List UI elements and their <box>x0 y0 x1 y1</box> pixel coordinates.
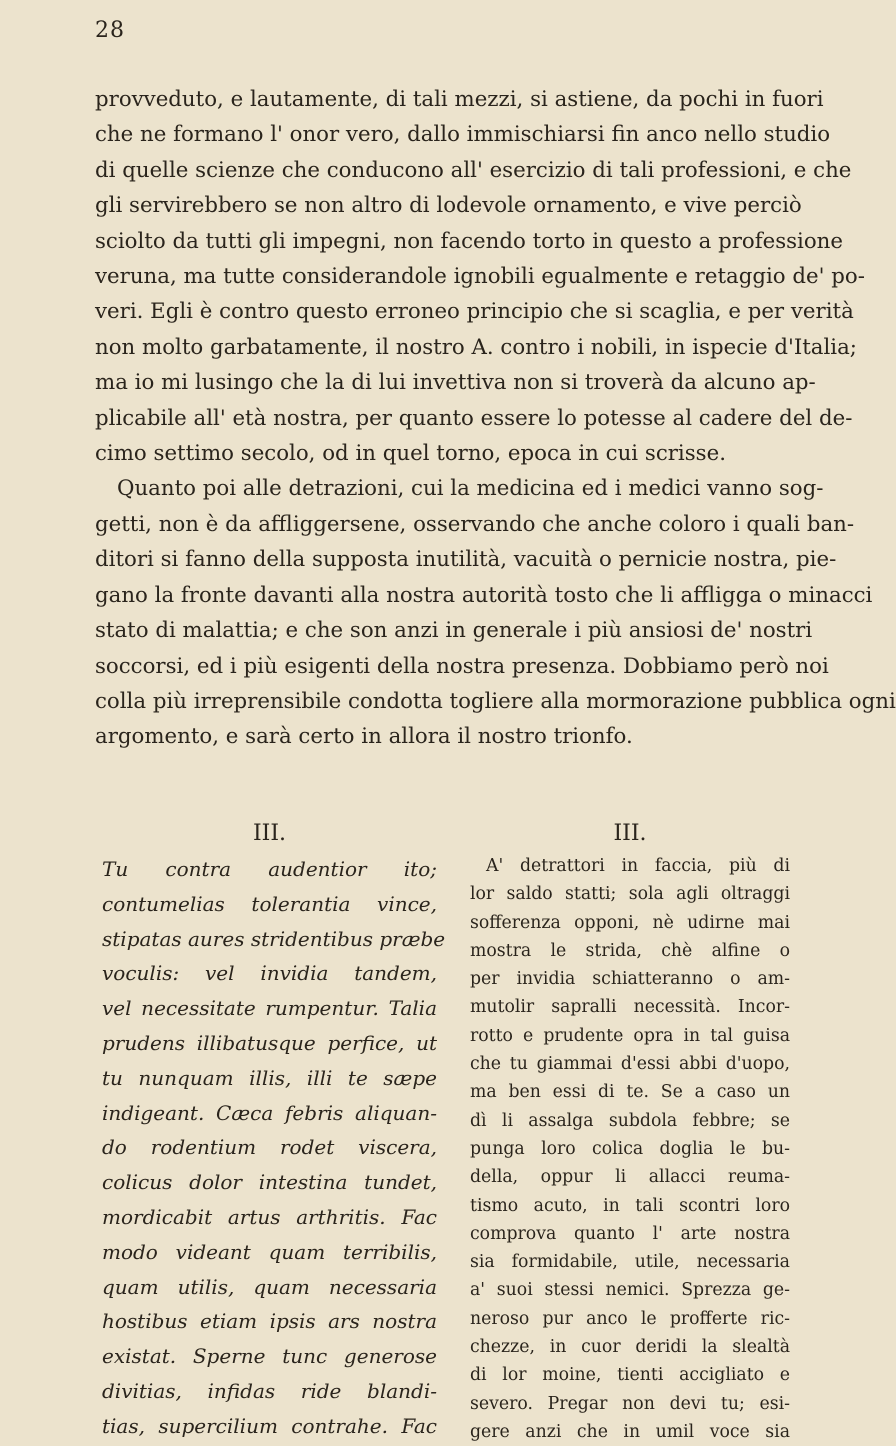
text-line: sia formidabile, utile, necessaria <box>470 1252 790 1273</box>
text-line: soccorsi, ed i più esigenti della nostra presenza. Dobbiamo però noi <box>95 653 829 679</box>
latin-section-heading: III. <box>252 821 287 846</box>
italian-translation-text <box>470 852 790 1446</box>
text-line: sciolto da tutti gli impegni, non facendo torto in questo a professione <box>95 228 844 254</box>
text-line: colicus dolor intestina tundet, <box>102 1170 437 1195</box>
text-line: per invidia schiatteranno o am- <box>470 969 790 990</box>
text-line: hostibus etiam ipsis ars nostra <box>102 1309 437 1334</box>
text-line: divitias, infidas ride blandi- <box>102 1378 437 1403</box>
text-line: ditori si fanno della supposta inutilità, vacuità o pernicie nostra, pie- <box>95 547 837 573</box>
text-line: gere anzi che in umil voce sia <box>470 1421 790 1442</box>
text-line: mutolir sapralli necessità. Incor- <box>470 997 790 1018</box>
text-line: lor saldo statti; sola agli oltraggi <box>470 884 790 905</box>
italian-section-heading: III. <box>613 821 647 846</box>
latin-verse-text <box>102 852 446 1444</box>
text-line: di lor moine, tienti accigliato e <box>470 1365 790 1386</box>
text-line: severo. Pregar non devi tu; esi- <box>470 1393 790 1414</box>
text-line: provveduto, e lautamente, di tali mezzi, si astiene, da pochi in fuori <box>95 87 824 112</box>
page-number: 28 <box>95 18 125 43</box>
latin-column <box>102 818 446 1444</box>
text-line: veri. Egli è contro questo erroneo principio che si scaglia, e per verità <box>95 299 854 325</box>
text-line: mordicabit artus arthritis. Fac <box>102 1204 437 1229</box>
text-line: do rodentium rodet viscera, <box>102 1135 437 1160</box>
text-line: gli servirebbero se non altro di lodevole ornamento, e vive perciò <box>95 193 802 219</box>
text-line: colla più irreprensibile condotta togliere alla mormorazione pubblica ogni <box>95 688 896 714</box>
text-line: argomento, e sarà certo in allora il nostro trionfo. <box>95 724 633 750</box>
text-line: tismo acuto, in tali scontri loro <box>470 1195 790 1216</box>
text-line: di quelle scienze che conducono all' esercizio di tali professioni, e che <box>95 157 852 183</box>
text-line: existat. Sperne tunc generose <box>102 1344 437 1369</box>
text-line: dì li assalga subdola febbre; se <box>470 1110 790 1131</box>
text-line: vel necessitate rumpentur. Talia <box>102 996 437 1021</box>
text-line: indigeant. Cæca febris aliquan- <box>102 1100 437 1125</box>
italian-column <box>470 818 790 1446</box>
text-line: Tu contra audentior ito; <box>102 857 437 881</box>
text-line: plicabile all' età nostra, per quanto essere lo potesse al cadere del de- <box>95 405 853 431</box>
main-text-block <box>95 82 896 755</box>
text-line: mostra le strida, chè alfine o <box>470 940 790 961</box>
text-line: rotto e prudente opra in tal guisa <box>470 1025 790 1046</box>
text-line: voculis: vel invidia tandem, <box>102 961 437 986</box>
text-line: Quanto poi alle detrazioni, cui la medicina ed i medici vanno sog- <box>117 476 824 502</box>
text-line: quam utilis, quam necessaria <box>102 1274 437 1299</box>
text-line: ma io mi lusingo che la di lui invettiva non si troverà da alcuno ap- <box>95 370 816 396</box>
text-line: gano la fronte davanti alla nostra autorità tosto che li affligga o minacci <box>95 582 873 608</box>
text-line: veruna, ma tutte considerandole ignobili egualmente e retaggio de' po- <box>95 264 865 290</box>
text-line: prudens illibatusque perfice, ut <box>102 1030 437 1055</box>
text-line: neroso pur anco le profferte ric- <box>470 1308 790 1329</box>
text-line: che ne formano l' onor vero, dallo immischiarsi fin anco nello studio <box>95 122 831 148</box>
text-line: stipatas aures stridentibus præbe <box>102 926 446 951</box>
text-line: che tu giammai d'essi abbi d'uopo, <box>470 1054 790 1075</box>
text-line: chezze, in cuor deridi la slealtà <box>470 1337 790 1358</box>
text-line: getti, non è da affliggersene, osservando che anche coloro i quali ban- <box>95 511 855 537</box>
text-line: punga loro colica doglia le bu- <box>470 1138 790 1159</box>
text-line: a' suoi stessi nemici. Sprezza ge- <box>470 1280 790 1301</box>
text-line: non molto garbatamente, il nostro A. contro i nobili, in ispecie d'Italia; <box>95 334 857 360</box>
text-line: modo videant quam terribilis, <box>102 1239 437 1264</box>
text-line: stato di malattia; e che son anzi in generale i più ansiosi de' nostri <box>95 618 813 644</box>
text-line: cimo settimo secolo, od in quel torno, epoca in cui scrisse. <box>95 441 726 467</box>
text-line: della, oppur li allacci reuma- <box>470 1167 790 1188</box>
text-line: contumelias tolerantia vince, <box>102 891 437 916</box>
text-line: A' detrattori in faccia, più di <box>486 856 790 876</box>
text-line: ma ben essi di te. Se a caso un <box>470 1082 790 1103</box>
text-line: sofferenza opponi, nè udirne mai <box>470 912 790 933</box>
text-line: tu nunquam illis, illi te sæpe <box>102 1065 437 1090</box>
text-line: tias, supercilium contrahe. Fac <box>102 1413 437 1438</box>
text-line: comprova quanto l' arte nostra <box>470 1223 790 1244</box>
